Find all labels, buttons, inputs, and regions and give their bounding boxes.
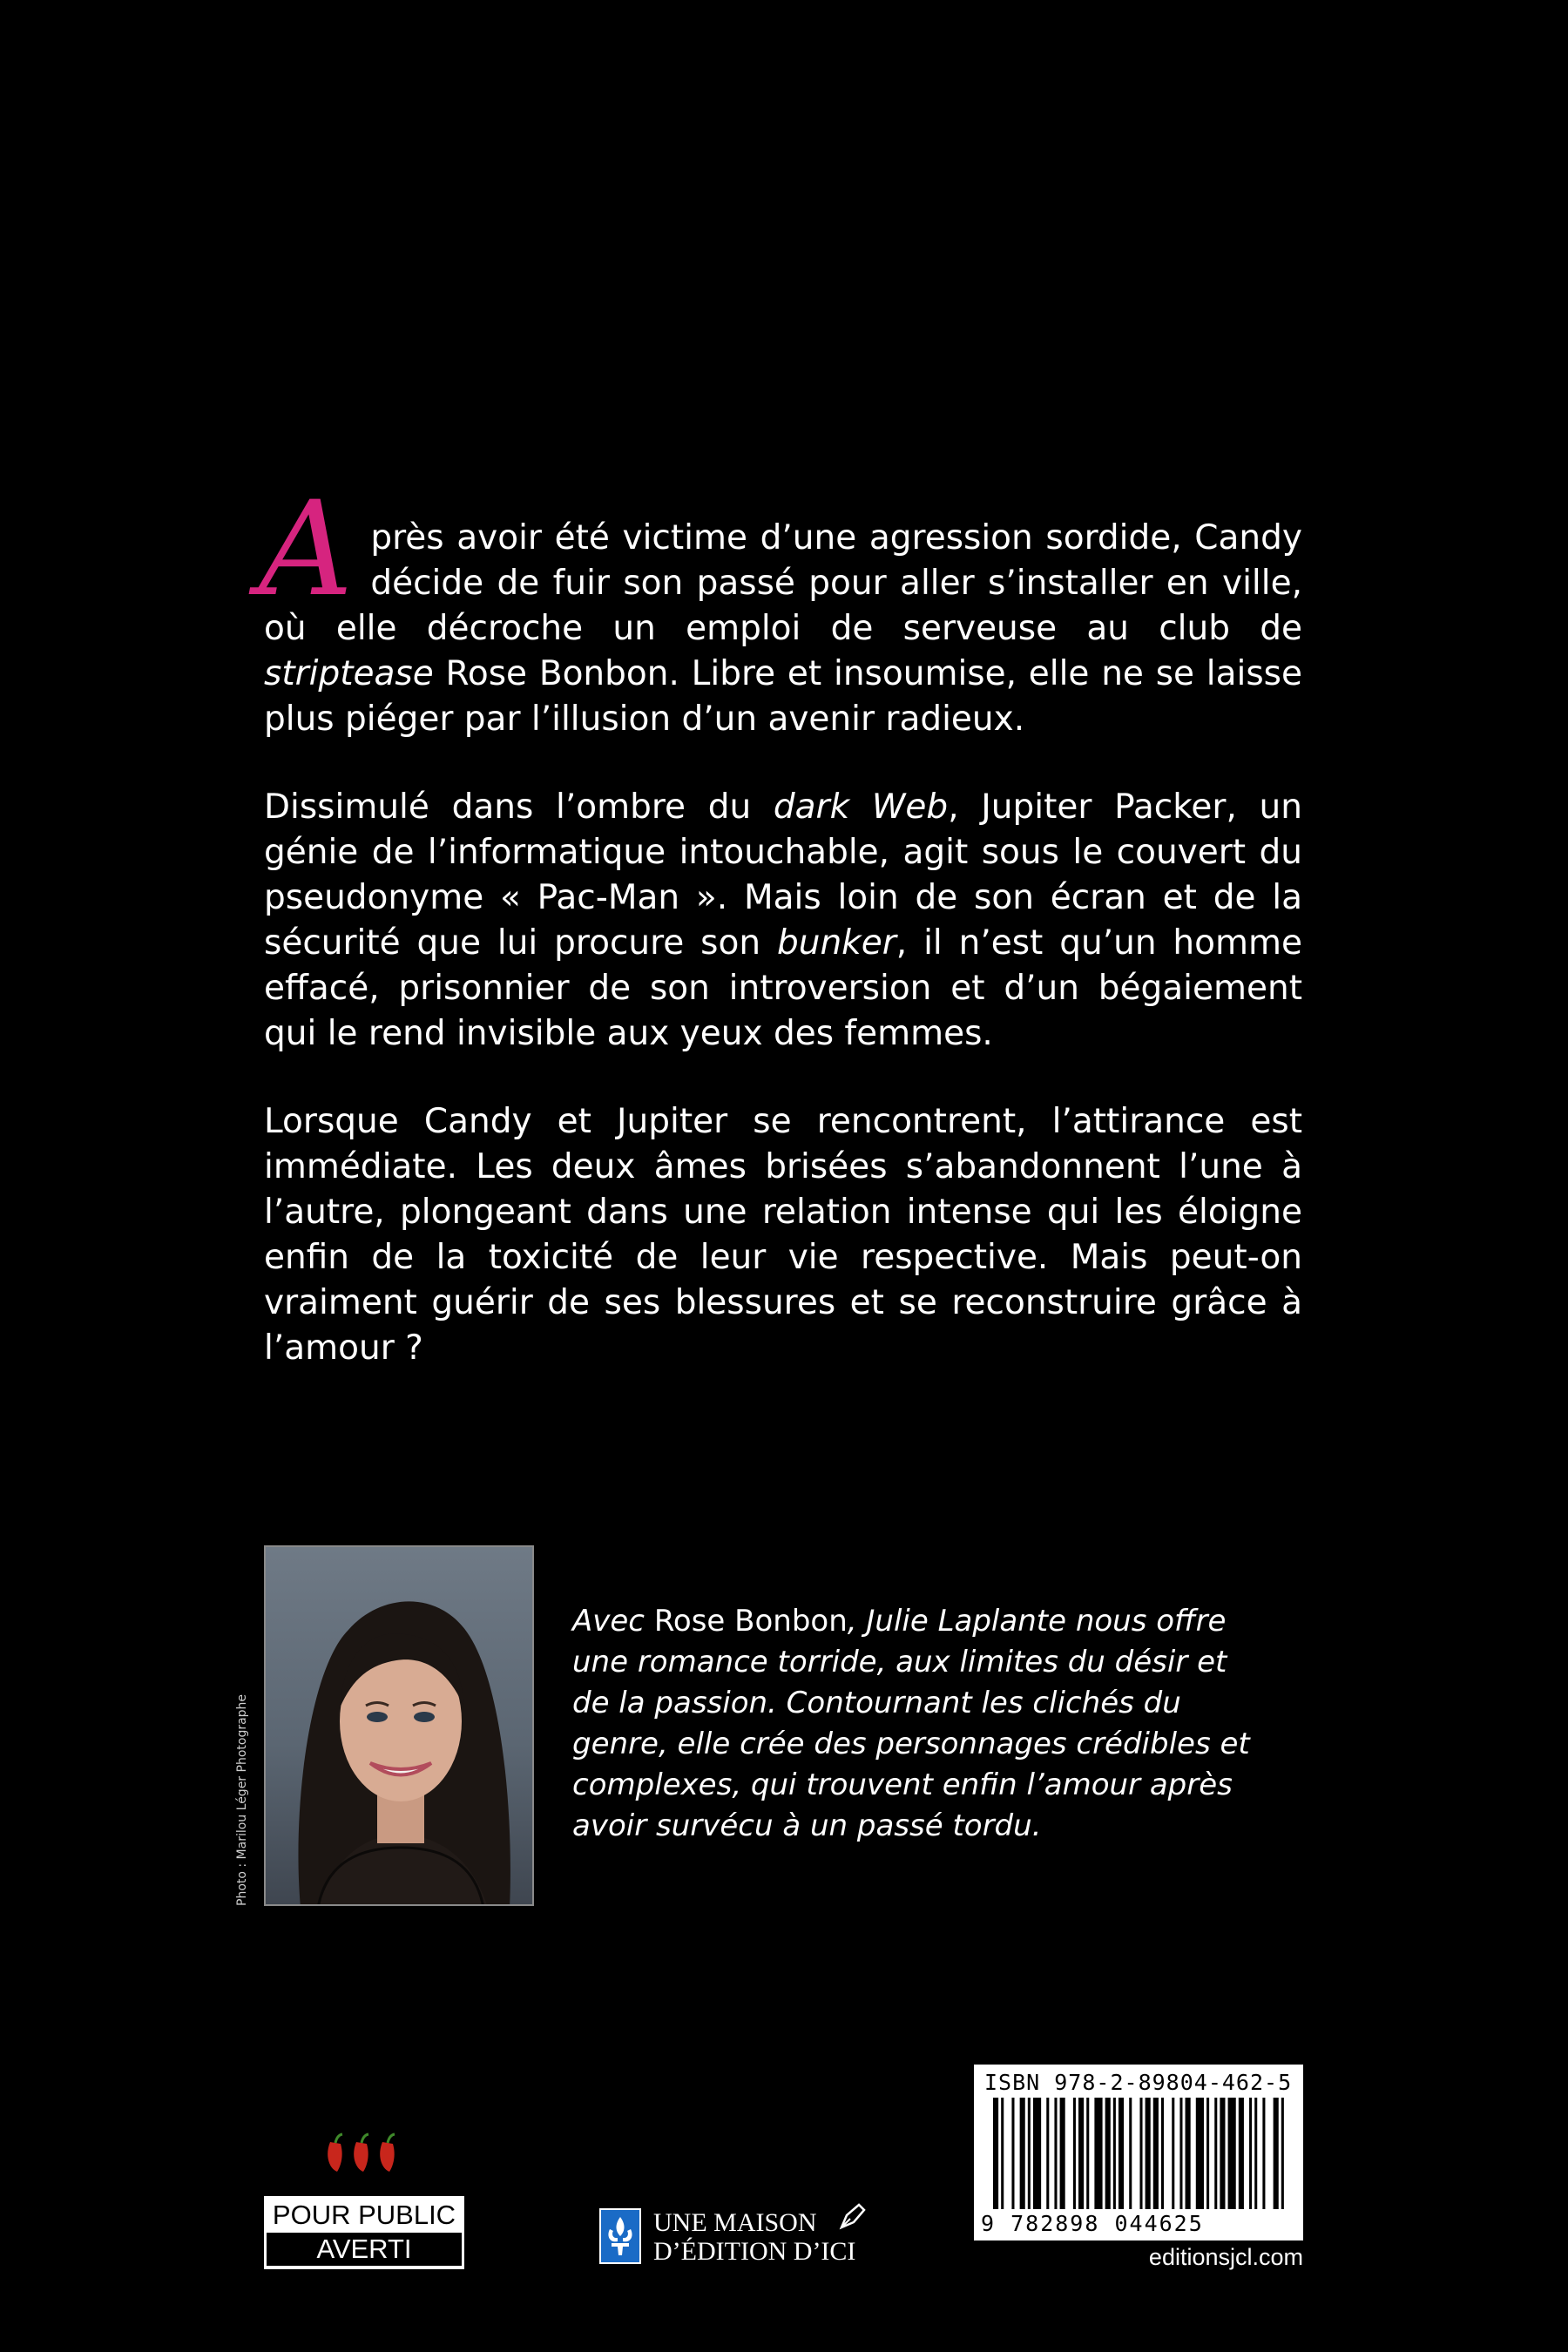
barcode-bar: [1078, 2098, 1084, 2209]
barcode-bar: [1001, 2098, 1004, 2209]
barcode-bar: [1262, 2098, 1265, 2209]
barcode-bar: [993, 2098, 998, 2209]
rating-line-2: AVERTI: [267, 2233, 462, 2266]
barcode-bar: [1028, 2098, 1031, 2209]
blurb-p1-end: Rose Bonbon. Libre et insoumise, elle ne se laisse plus piéger par l’illusion d’un avenir radieux.: [264, 654, 1302, 739]
quebec-flag-icon: [599, 2208, 641, 2264]
barcode-bar: [1214, 2098, 1217, 2209]
barcode-bar: [1046, 2098, 1049, 2209]
bio-book-title: Rose Bonbon: [653, 1604, 848, 1639]
barcode-bar: [1249, 2098, 1252, 2209]
blurb-paragraph-1: [259, 474, 1302, 742]
barcode-bar: [1179, 2098, 1182, 2209]
publisher-line-2: D’ÉDITION D’ICI: [653, 2237, 856, 2266]
barcode-bar: [1239, 2098, 1244, 2209]
chili-peppers-icon: [321, 2132, 409, 2175]
blurb-p1-emphasis: striptease: [264, 654, 434, 693]
blurb-p1-text: près avoir été victime d’une agression sordide, Candy décide de fuir son passé pour aller s’installer en ville, où elle décroche un emploi de serveuse au club de: [264, 518, 1302, 648]
barcode-bar: [1011, 2098, 1014, 2209]
barcode-bar: [1060, 2098, 1065, 2209]
barcode-bar: [1172, 2098, 1174, 2209]
barcode-bar: [1105, 2098, 1111, 2209]
barcode-bar: [1220, 2098, 1225, 2209]
barcode-bar: [1020, 2098, 1025, 2209]
barcode-bar: [1281, 2098, 1284, 2209]
barcode-bar: [1054, 2098, 1057, 2209]
blurb-p2-emphasis-2: bunker: [776, 923, 896, 963]
bio-b: , Julie Laplante nous offre une romance torride, aux limites du désir et de la passion. Contournant les clichés du genre, elle crée des personnages crédibles et complexes, qui trouvent enfin l’amour après avoir survécu à un passé tordu.: [572, 1604, 1250, 1843]
barcode-bar: [1186, 2098, 1191, 2209]
barcode-bar: [1094, 2098, 1102, 2209]
publisher-line-1: UNE MAISON: [653, 2208, 817, 2237]
barcode-bar: [1033, 2098, 1041, 2209]
publisher-logo: [599, 2208, 887, 2269]
barcode-bar: [1153, 2098, 1159, 2209]
author-bio-text: [572, 1601, 1269, 1847]
barcode-bar: [1274, 2098, 1279, 2209]
barcode-bar: [1161, 2098, 1164, 2209]
pen-nib-icon: [836, 2201, 868, 2233]
barcode-bar: [1113, 2098, 1116, 2209]
publisher-text: [653, 2208, 855, 2266]
barcode-bar: [1254, 2098, 1257, 2209]
blurb-p2-c: , il n’est qu’un homme effacé, prisonnier de son introversion et d’un bégaiement qui le rend invisible aux yeux des femmes.: [264, 923, 1302, 1053]
blurb-p2-emphasis-1: dark Web: [773, 787, 949, 827]
barcode-bar: [1139, 2098, 1142, 2209]
barcode-bar: [1228, 2098, 1236, 2209]
blurb-p2-b: , Jupiter Packer, un génie de l’informatique intouchable, agit sous le couvert du pseudonyme « Pac-Man ». Mais loin de son écran et de la sécurité que lui procure son: [264, 787, 1302, 963]
barcode-bar: [1086, 2098, 1089, 2209]
author-photo: [264, 1545, 534, 1906]
blurb-paragraph-3: Lorsque Candy et Jupiter se rencontrent, l’attirance est immédiate. Les deux âmes brisées s’abandonnent l’une à l’autre, plongeant dans une relation intense qui les éloigne enfin de la toxicité de leur vie respective. Mais peut-on vraiment guérir de ses blessures et se reconstruire grâce à l’amour ?: [264, 1102, 1302, 1368]
author-portrait-illustration: [266, 1547, 534, 1906]
blurb-p2-a: Dissimulé dans l’ombre du: [264, 787, 774, 827]
isbn-label: ISBN 978-2-89804-462-5: [984, 2070, 1293, 2095]
barcode-bar: [1073, 2098, 1076, 2209]
audience-rating: [264, 2132, 464, 2271]
blurb-paragraph-2: [264, 785, 1302, 1057]
barcode-bar: [1196, 2098, 1204, 2209]
isbn-barcode: [974, 2065, 1303, 2240]
book-blurb: [259, 474, 1302, 1414]
bio-a: Avec: [572, 1604, 654, 1639]
barcode-bar: [1129, 2098, 1132, 2209]
barcode-bar: [1206, 2098, 1209, 2209]
rating-line-1: POUR PUBLIC: [272, 2200, 456, 2230]
photo-credit: Photo : Marilou Léger Photographe: [235, 1693, 249, 1906]
barcode-digits: 9 782898 044625: [981, 2211, 1204, 2236]
rating-label: [264, 2196, 464, 2269]
publisher-website: editionsjcl.com: [1148, 2244, 1303, 2270]
drop-cap: A: [259, 474, 354, 625]
fleur-de-lis-icon: [601, 2210, 639, 2262]
barcode-bars: [993, 2098, 1289, 2209]
barcode-bar: [1146, 2098, 1151, 2209]
author-bio: [572, 1601, 1269, 1847]
barcode-bar: [1119, 2098, 1124, 2209]
